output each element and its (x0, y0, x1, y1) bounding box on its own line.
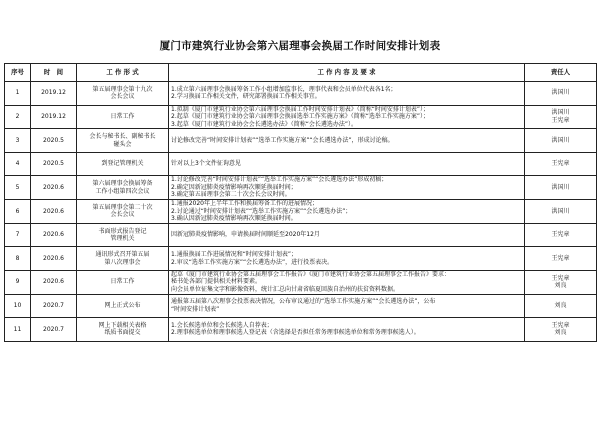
cell-form-line: 日常工作 (110, 113, 135, 121)
cell-content (169, 176, 525, 200)
cell-form-line: 工作小组第四次会议 (95, 187, 150, 195)
cell-seq-line: 11 (13, 325, 22, 333)
cell-content-line: 向会员单位征集文字和影像资料，统计汇总向甘肃省临夏回族自治州的扶贫资料数据。 (171, 286, 400, 294)
cell-content (169, 82, 525, 106)
cell-content (169, 105, 525, 129)
cell-form (77, 294, 169, 318)
cell-owner (525, 152, 597, 176)
cell-content-line: 1.会长候选单位和会长候选人自荐表； (171, 321, 273, 329)
cell-seq-line: 6 (15, 207, 20, 215)
header-form: 工 作 形 式 (77, 64, 169, 82)
cell-seq-line: 2 (15, 113, 20, 121)
cell-seq (5, 176, 31, 200)
cell-time (31, 152, 77, 176)
page-title: 厦门市建筑行业协会第六届理事会换届工作时间安排计划表 (159, 40, 441, 52)
cell-form-line: 网上正式公布 (104, 302, 141, 310)
cell-time-line: 2019.12 (41, 113, 66, 121)
cell-content-line: 1.通报2020年上半年工作和换届筹备工作的进展情况； (171, 200, 318, 208)
cell-time (31, 129, 77, 153)
cell-content (169, 247, 525, 271)
cell-time (31, 247, 77, 271)
cell-seq (5, 129, 31, 153)
cell-content-line: 1.成立第六届理事会换届筹备工作小组增加监事长，理事代表和会员单位代表各1名； (171, 85, 397, 93)
cell-owner (525, 223, 597, 247)
cell-owner (525, 105, 597, 129)
table-row (5, 200, 597, 224)
cell-form (77, 152, 169, 176)
cell-owner-line: 王宪章 (551, 116, 570, 124)
cell-form-line: 第五届理事会第二十次 (92, 203, 153, 211)
cell-owner (525, 176, 597, 200)
table-row (5, 223, 597, 247)
cell-form-line: 会长与秘书长、副秘书长 (89, 132, 156, 140)
cell-form-line: 会长会议 (110, 93, 135, 101)
cell-content-line: 3.确定第五届理事会第二十次会长会议时间。 (171, 191, 291, 199)
cell-owner (525, 270, 597, 294)
cell-owner-line: 王宪章 (551, 160, 570, 168)
cell-content-line: 讨论修改完善“时间安排计划表”“选举工作实施方案”“会长遴选办法”，形成讨论稿。 (171, 136, 394, 144)
cell-owner (525, 294, 597, 318)
cell-content (169, 200, 525, 224)
cell-time-line: 2020.5 (43, 160, 64, 168)
table-row (5, 247, 597, 271)
cell-form-line: 第八次理事会 (104, 258, 141, 266)
cell-content-line: 1.讨论修改完善“时间安排计划表”“选举工作实施方案”“会长遴选办法”形成初稿； (171, 176, 388, 184)
cell-seq-line: 10 (13, 302, 22, 310)
header-content: 工 作 内 容 及 要 求 (169, 64, 525, 82)
cell-time-line: 2020.6 (43, 278, 64, 286)
table-row (5, 318, 597, 342)
cell-form-line: 通讯形式召开第五届 (95, 251, 150, 258)
cell-form (77, 223, 169, 247)
table-body (5, 82, 597, 342)
cell-content-line: 2.确定因新冠肺炎疫情影响再次顺延换届时间； (171, 183, 297, 191)
cell-content-line: 1.拟制《厦门市建筑行业协会第六届理事会换届工作时间安排计划表》（简称“时间安排计划表”）； (171, 105, 429, 113)
header-time: 时 间 (31, 64, 77, 82)
cell-owner-line: 洪国川 (551, 89, 570, 97)
cell-time (31, 176, 77, 200)
cell-owner (525, 247, 597, 271)
cell-content-line: “时间安排计划表” (171, 305, 220, 313)
cell-time (31, 318, 77, 342)
cell-content (169, 318, 525, 342)
cell-content (169, 270, 525, 294)
cell-content-line: 2.审议“选举工作实施方案”“会长遴选办法”，进行投票表决。 (171, 258, 334, 266)
header-seq: 序号 (5, 64, 31, 82)
table-row (5, 270, 597, 294)
table-header-row (5, 64, 597, 82)
cell-content-line: 2.学习换届工作相关文件，研究部署换届工作相关事宜。 (171, 93, 321, 101)
cell-seq-line: 1 (15, 89, 20, 97)
cell-content (169, 294, 525, 318)
cell-form-line: 第五届理事会第十九次 (92, 85, 153, 93)
cell-content-line: 1.通报换届工作进展情况和“时间安排计划表”； (171, 251, 297, 258)
cell-form (77, 176, 169, 200)
cell-form-line: 书面形式报告登记 (98, 227, 147, 235)
cell-owner (525, 318, 597, 342)
cell-seq-line: 5 (15, 183, 20, 191)
cell-form (77, 247, 169, 271)
cell-time-line: 2020.5 (43, 136, 64, 144)
cell-seq-line: 9 (15, 278, 20, 286)
table-row (5, 294, 597, 318)
cell-form-line: 网上下载相关表格 (98, 321, 147, 329)
cell-content-line: 起草《厦门市建筑行业协会第五届理事会工作报告》《厦门市建筑行业协会第五届理事会工作报告》要求： (171, 270, 451, 278)
cell-time (31, 105, 77, 129)
cell-content-line: 2.理事候选单位和理事候选人登记表（含选择是否担任常务理事候选单位和常务理事候选人）。 (171, 329, 420, 337)
table-row (5, 176, 597, 200)
cell-seq (5, 82, 31, 106)
cell-form (77, 270, 169, 294)
cell-seq (5, 152, 31, 176)
cell-content-line: 秘书处各部门提供相关材料要素。 (171, 278, 262, 286)
cell-time-line: 2020.6 (43, 207, 64, 215)
cell-seq-line: 7 (15, 231, 20, 239)
cell-form-line: 会长会议 (110, 211, 135, 219)
cell-owner-line: 洪国川 (551, 109, 570, 117)
cell-seq-line: 8 (15, 254, 20, 262)
cell-form-line: 纸质书面提交 (104, 329, 141, 337)
cell-content-line: 3.确认因新冠肺炎疫情影响再次顺延换届时间。 (171, 215, 297, 223)
cell-form (77, 105, 169, 129)
cell-time (31, 82, 77, 106)
cell-form (77, 318, 169, 342)
cell-content-line: 2.起草《厦门市建筑行业协会第六届理事会换届选举工作实施方案》（简称“选举工作实施方案”）； (171, 113, 429, 121)
cell-owner-line: 洪国川 (551, 183, 570, 191)
cell-time-line: 2020.6 (43, 183, 64, 191)
cell-seq-line: 3 (15, 136, 20, 144)
cell-seq (5, 294, 31, 318)
cell-seq (5, 247, 31, 271)
cell-form-line: 日常工作 (110, 278, 135, 286)
cell-form (77, 200, 169, 224)
cell-owner (525, 129, 597, 153)
cell-owner-line: 洪国川 (551, 136, 570, 144)
cell-time-line: 2019.12 (41, 89, 66, 97)
cell-content (169, 152, 525, 176)
cell-content-line: 针对以上3个文件征询意见 (171, 160, 241, 168)
cell-seq (5, 270, 31, 294)
table-row (5, 82, 597, 106)
cell-owner-line: 王宪章 (551, 231, 570, 239)
cell-owner-line: 刘良 (554, 329, 567, 337)
cell-owner-line: 王宪章 (551, 321, 570, 329)
cell-form-line: 第六届理事会换届筹备 (92, 180, 153, 188)
cell-time (31, 294, 77, 318)
table-row (5, 152, 597, 176)
cell-time-line: 2020.7 (43, 302, 64, 310)
header-owner: 责任人 (525, 64, 597, 82)
cell-form (77, 82, 169, 106)
table-row (5, 129, 597, 153)
cell-owner-line: 刘良 (554, 302, 567, 310)
cell-content-line: 因新冠肺炎疫情影响，申请换届时间顺延至2020年12月 (171, 231, 320, 239)
cell-seq (5, 200, 31, 224)
cell-owner-line: 洪国川 (551, 207, 570, 215)
cell-owner-line: 王宪章 (551, 274, 570, 282)
cell-form-line: 碰头会 (113, 140, 132, 148)
cell-owner (525, 200, 597, 224)
cell-content (169, 223, 525, 247)
cell-owner-line: 王宪章 (551, 254, 570, 262)
cell-time-line: 2020.6 (43, 254, 64, 262)
table-row (5, 105, 597, 129)
cell-form (77, 129, 169, 153)
cell-owner (525, 82, 597, 106)
cell-owner-line: 刘良 (554, 282, 567, 290)
cell-time (31, 223, 77, 247)
cell-form-line: 管理机关 (110, 235, 135, 243)
cell-time (31, 270, 77, 294)
cell-time-line: 2020.6 (43, 231, 64, 239)
cell-content-line: 2.讨论通过“时间安排计划表”“选举工作实施方案”“会长遴选办法”； (171, 207, 352, 215)
cell-content-line: 3.起草《厦门市建筑行业协会会长遴选办法》（简称“会长遴选办法”）。 (171, 120, 357, 128)
cell-seq (5, 223, 31, 247)
cell-time (31, 200, 77, 224)
cell-time-line: 2020.7 (43, 325, 64, 333)
cell-seq (5, 318, 31, 342)
cell-seq (5, 105, 31, 129)
schedule-table (4, 63, 597, 342)
cell-content-line: 通报第五届第八次理事会投票表决情况，公布审议通过的“选举工作实施方案”“会长遴选办法”，公布 (171, 298, 436, 306)
cell-content (169, 129, 525, 153)
cell-seq-line: 4 (15, 160, 20, 168)
cell-form-line: 到登记管理机关 (101, 160, 144, 168)
